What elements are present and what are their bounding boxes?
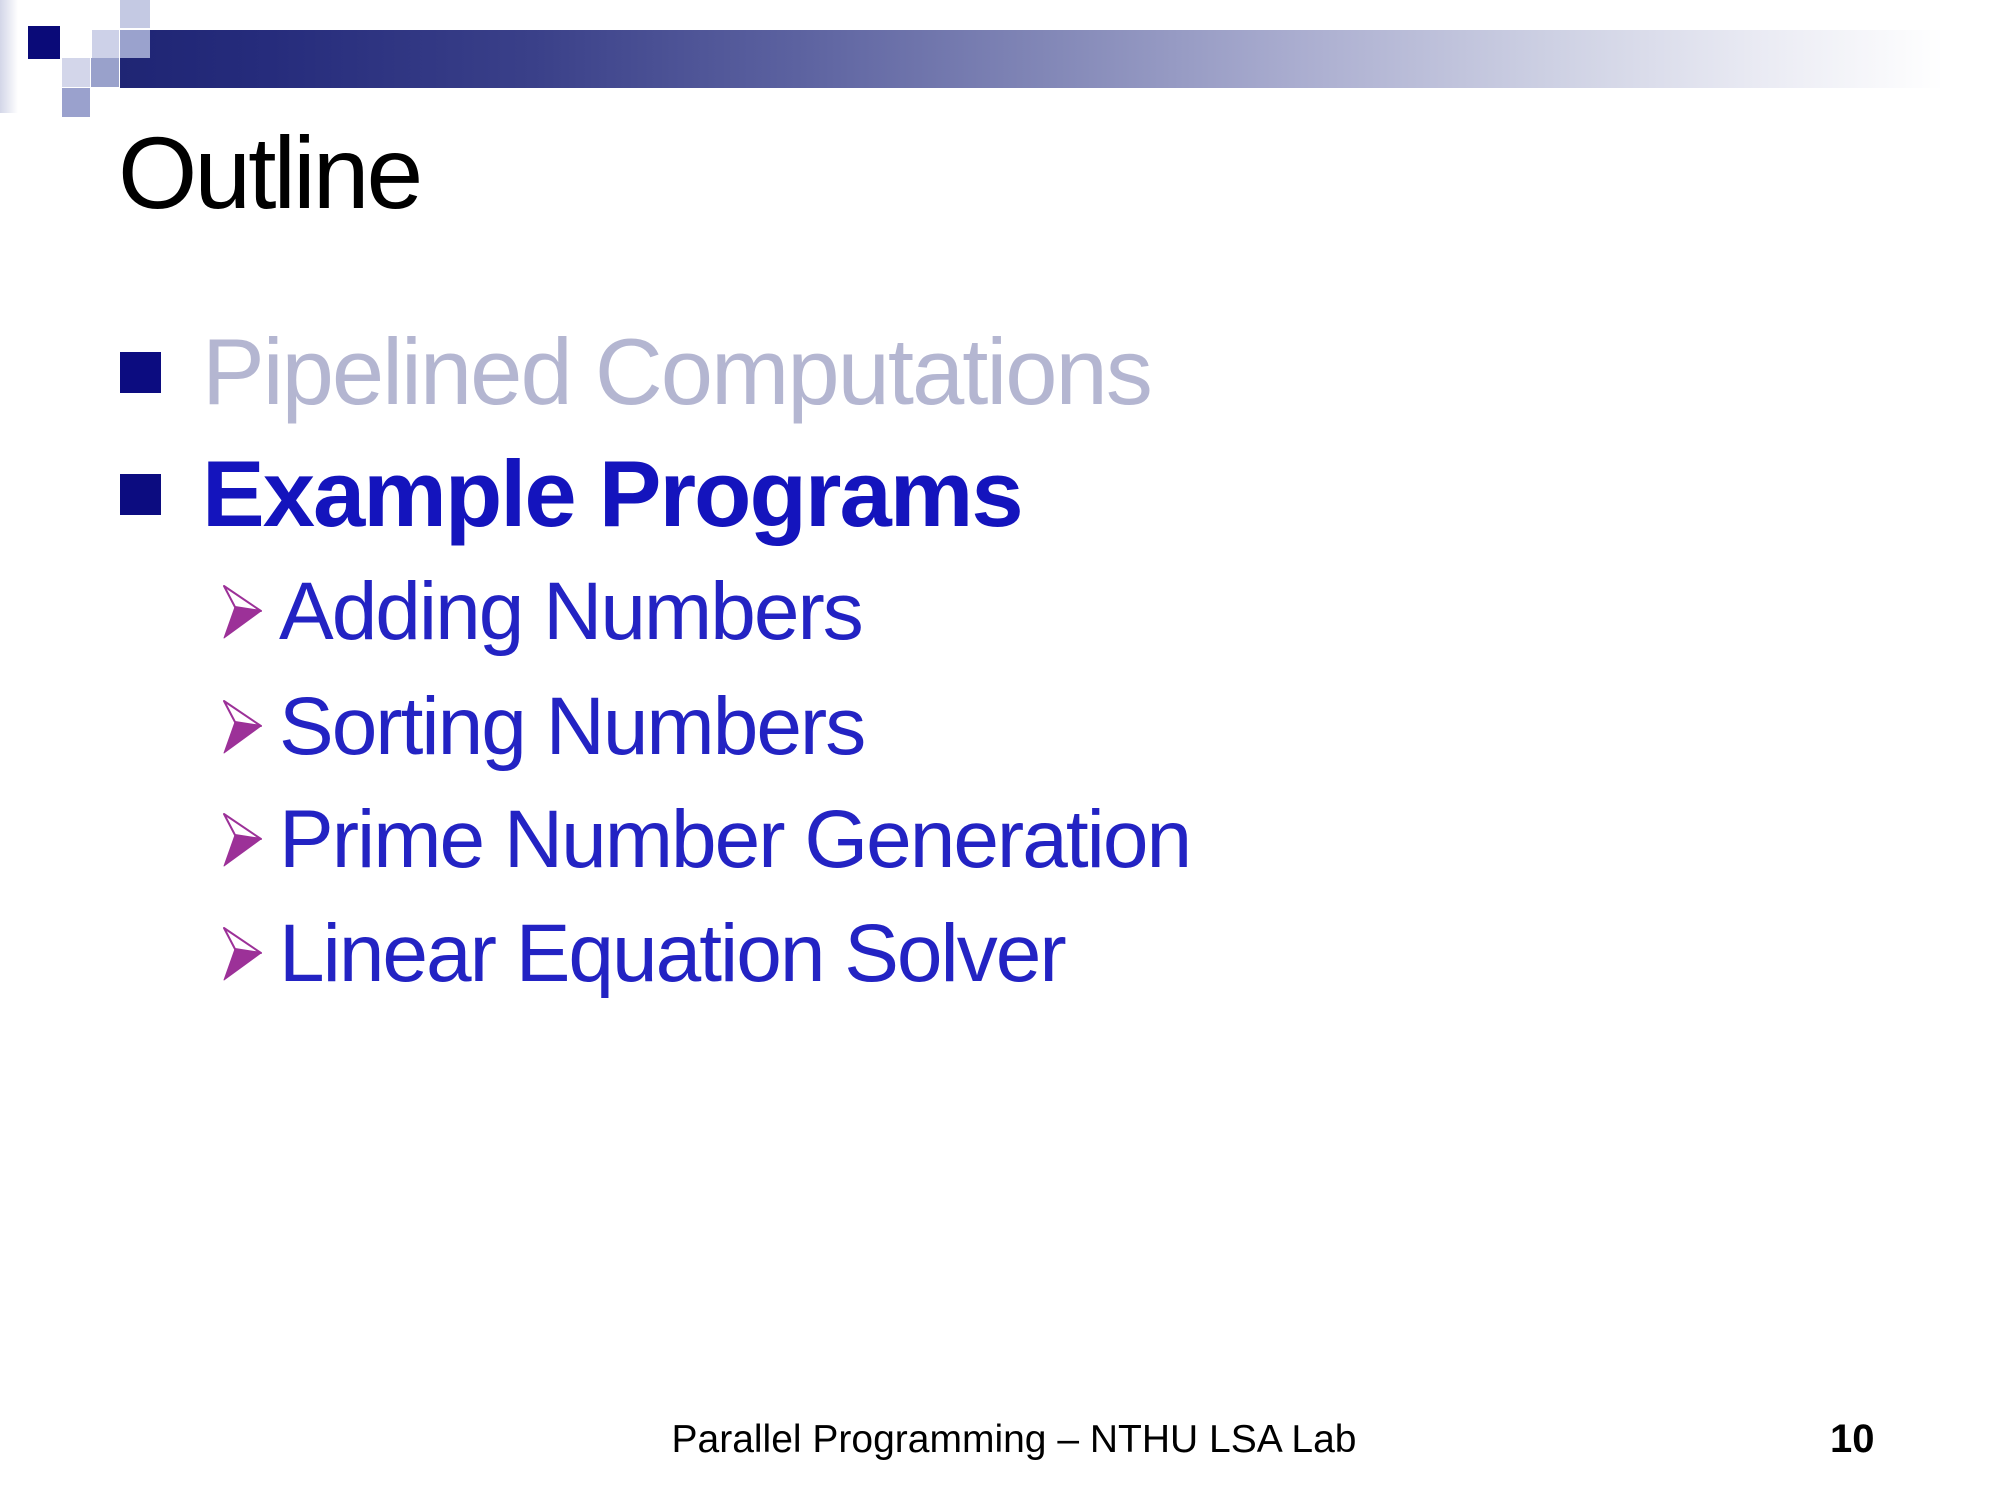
sub-bullet-item-adding-numbers — [222, 567, 862, 657]
header-decoration-square — [28, 26, 60, 59]
footer-text: Parallel Programming – NTHU LSA Lab — [671, 1418, 1357, 1461]
sub-bullet-label: Sorting Numbers — [279, 681, 865, 772]
arrow-bullet-icon — [222, 812, 263, 868]
sub-bullet-label: Adding Numbers — [279, 566, 862, 657]
bullet-item-pipelined-computations — [120, 319, 1151, 424]
header-decoration-square — [62, 88, 90, 117]
sub-bullet-item-prime-number-generation — [222, 795, 1190, 885]
arrow-bullet-icon — [222, 926, 263, 982]
bullet-item-label: Pipelined Computations — [202, 319, 1151, 424]
sub-bullet-label: Linear Equation Solver — [279, 908, 1065, 999]
sub-bullet-item-linear-equation-solver — [222, 909, 1065, 999]
header-decoration-square — [91, 58, 119, 87]
header-decoration-square — [120, 30, 150, 58]
square-bullet-icon — [120, 352, 161, 393]
header-decoration-square — [62, 58, 90, 87]
arrow-bullet-icon — [222, 584, 263, 640]
square-bullet-icon — [120, 474, 161, 515]
sub-bullet-item-sorting-numbers — [222, 682, 864, 772]
arrow-bullet-icon — [222, 699, 263, 755]
page-number: 10 — [1830, 1417, 1875, 1461]
slide-title: Outline — [118, 116, 421, 230]
sub-bullet-label: Prime Number Generation — [279, 794, 1191, 885]
header-gradient-banner — [120, 30, 2000, 88]
header-left-strip-decoration — [0, 0, 18, 113]
header-decoration-square — [92, 30, 119, 58]
bullet-item-example-programs — [120, 441, 1022, 546]
header-decoration-square — [120, 0, 150, 28]
bullet-item-label: Example Programs — [202, 441, 1022, 546]
